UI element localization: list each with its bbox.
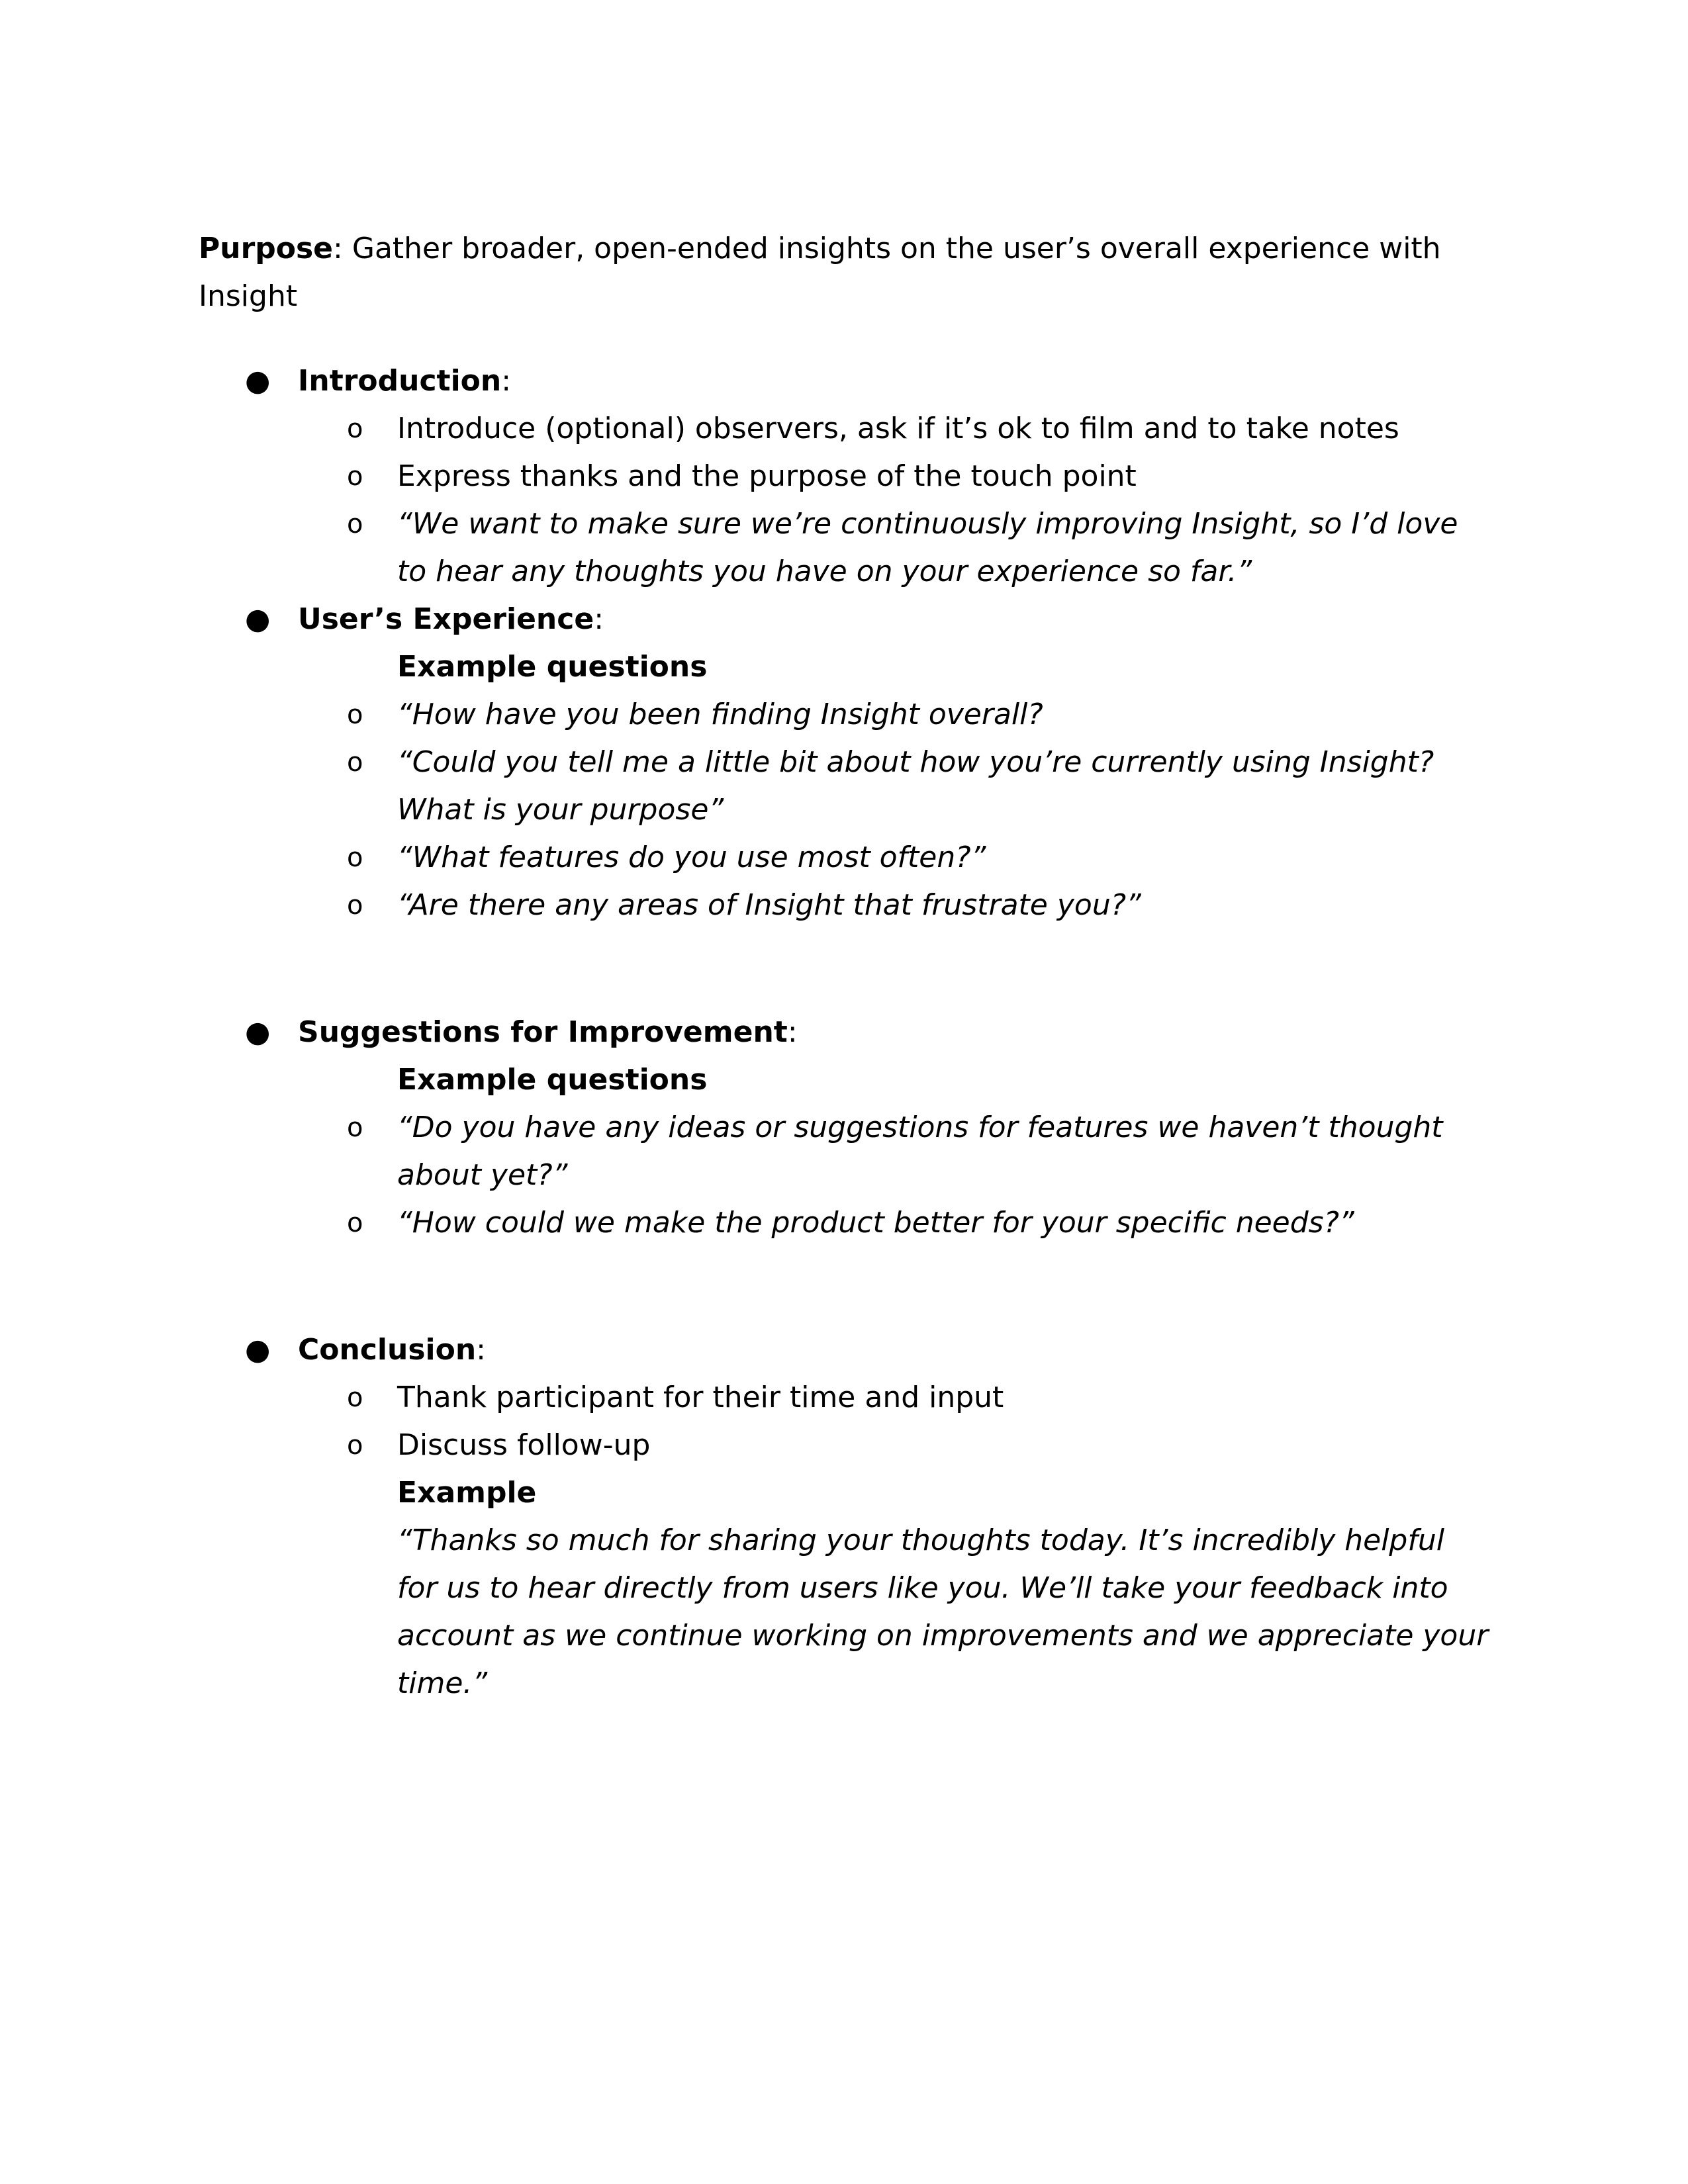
section-heading-conclusion: Conclusion: bbox=[298, 1333, 486, 1367]
bullet-experience: ● bbox=[245, 602, 271, 636]
sub-bullet: o bbox=[347, 1383, 363, 1413]
sub-bullet: o bbox=[347, 461, 363, 492]
list-item-experience-2: “Could you tell me a little bit about how you’re currently using Insight? What is your purpose” bbox=[397, 745, 1434, 827]
sub-bullet: o bbox=[347, 890, 363, 921]
list-item-conclusion-1: Thank participant for their time and input bbox=[397, 1381, 1004, 1414]
example-label: Example bbox=[397, 1476, 537, 1510]
list-item-experience-3: “What features do you use most often?” bbox=[397, 841, 986, 874]
section-heading-introduction: Introduction: bbox=[298, 364, 512, 398]
example-quote: “Thanks so much for sharing your thoughts today. It’s incredibly helpful for us to hear directly from users like you. We’ll take your feedback into account as we continue working on improvements and we appreciate your time.” bbox=[397, 1524, 1489, 1700]
list-item-experience-4: “Are there any areas of Insight that frustrate you?” bbox=[397, 888, 1141, 922]
list-item-intro-1: Introduce (optional) observers, ask if it’s ok to film and to take notes bbox=[397, 412, 1399, 445]
bullet-conclusion: ● bbox=[245, 1333, 271, 1367]
sub-bullet: o bbox=[347, 700, 363, 730]
purpose-text: : Gather broader, open-ended insights on the user’s overall experience with Insight bbox=[199, 232, 1441, 313]
subheading-suggestions: Example questions bbox=[397, 1063, 708, 1097]
sub-bullet: o bbox=[347, 1208, 363, 1238]
subheading-experience: Example questions bbox=[397, 650, 708, 684]
list-item-suggestions-2: “How could we make the product better for your specific needs?” bbox=[397, 1206, 1354, 1240]
section-heading-experience: User’s Experience: bbox=[298, 602, 604, 636]
purpose-paragraph bbox=[199, 225, 1489, 320]
list-item-intro-3: “We want to make sure we’re continuously improving Insight, so I’d love to hear any thoughts you have on your experience so far.” bbox=[397, 507, 1458, 588]
sub-bullet: o bbox=[347, 1430, 363, 1461]
purpose-label: Purpose bbox=[199, 232, 334, 265]
list-item-conclusion-2: Discuss follow-up bbox=[397, 1428, 651, 1462]
sub-bullet: o bbox=[347, 414, 363, 444]
section-heading-suggestions: Suggestions for Improvement: bbox=[298, 1015, 798, 1049]
sub-bullet: o bbox=[347, 509, 363, 539]
list-item-suggestions-1: “Do you have any ideas or suggestions for features we haven’t thought about yet?” bbox=[397, 1111, 1443, 1192]
bullet-suggestions: ● bbox=[245, 1015, 271, 1049]
sub-bullet: o bbox=[347, 747, 363, 778]
sub-bullet: o bbox=[347, 1113, 363, 1143]
bullet-introduction: ● bbox=[245, 364, 271, 398]
sub-bullet: o bbox=[347, 842, 363, 873]
list-item-experience-1: “How have you been finding Insight overall? bbox=[397, 698, 1043, 731]
list-item-intro-2: Express thanks and the purpose of the touch point bbox=[397, 459, 1137, 493]
